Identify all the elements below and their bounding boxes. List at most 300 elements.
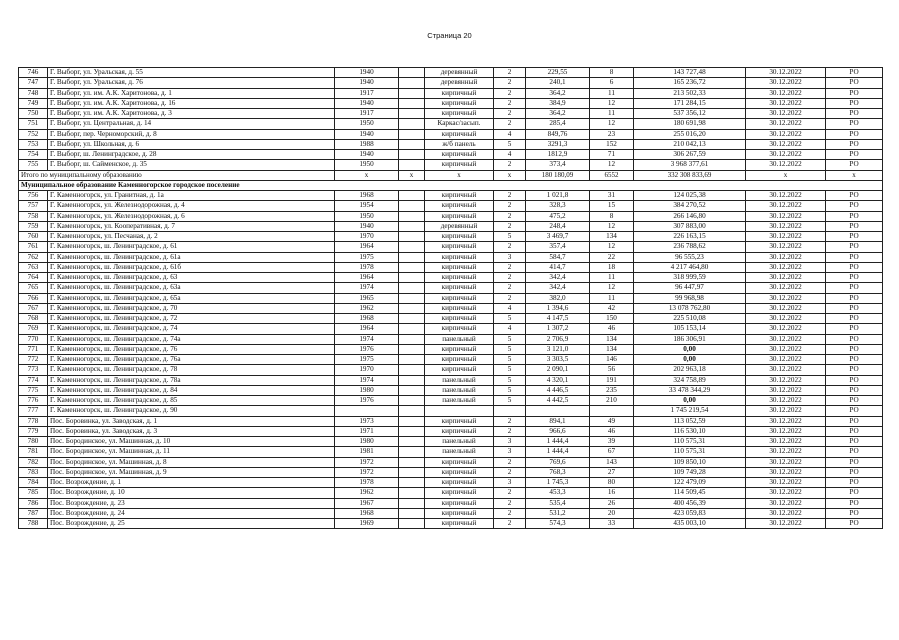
cell-build-year: 1975 [335, 355, 399, 365]
cell-amount: 96 555,23 [634, 252, 746, 262]
cell-empty-col [399, 78, 425, 88]
cell-amount: 384 270,52 [634, 201, 746, 211]
section-title: Муниципальное образование Каменногорское городское поселение [19, 180, 883, 190]
cell-area: 2 090,1 [526, 365, 590, 375]
cell-row-number: 765 [19, 283, 48, 293]
cell-address: Г. Каменногорск, ш. Ленинградское, д. 63 [48, 273, 335, 283]
cell-residents: 12 [590, 119, 634, 129]
cell-area: 342,4 [526, 283, 590, 293]
cell-residents: 12 [590, 98, 634, 108]
cell-empty-col [399, 88, 425, 98]
total-cell: x [494, 170, 526, 180]
cell-empty-col [399, 365, 425, 375]
table-row [19, 355, 883, 365]
cell-type: РО [826, 355, 883, 365]
cell-address: Г. Каменногорск, ул. Кооперативная, д. 7 [48, 221, 335, 231]
cell-build-year: 1973 [335, 416, 399, 426]
cell-row-number: 762 [19, 252, 48, 262]
cell-type: РО [826, 334, 883, 344]
table-row [19, 262, 883, 272]
cell-address: Пос. Возрождение, д. 24 [48, 508, 335, 518]
cell-residents: 42 [590, 303, 634, 313]
cell-address: Г. Выборг, ул. Уральская, д. 55 [48, 68, 335, 78]
cell-residents: 26 [590, 498, 634, 508]
cell-amount: 110 575,31 [634, 437, 746, 447]
cell-amount: 165 236,72 [634, 78, 746, 88]
cell-type: РО [826, 457, 883, 467]
cell-date: 30.12.2022 [746, 457, 826, 467]
cell-address: Г. Каменногорск, ш. Ленинградское, д. 78а [48, 375, 335, 385]
cell-build-year: 1950 [335, 119, 399, 129]
cell-amount: 225 510,08 [634, 314, 746, 324]
cell-address: Г. Каменногорск, ш. Ленинградское, д. 61б [48, 262, 335, 272]
cell-amount: 110 575,31 [634, 447, 746, 457]
cell-build-year: 1971 [335, 426, 399, 436]
cell-amount: 435 003,10 [634, 519, 746, 529]
cell-empty-col [399, 293, 425, 303]
table-row [19, 78, 883, 88]
total-cell: x [335, 170, 399, 180]
cell-floors: 2 [494, 98, 526, 108]
cell-amount: 202 963,18 [634, 365, 746, 375]
cell-empty-col [399, 303, 425, 313]
cell-wall-material: кирпичный [425, 293, 494, 303]
cell-type: РО [826, 273, 883, 283]
cell-area: 3 469,7 [526, 232, 590, 242]
cell-row-number: 772 [19, 355, 48, 365]
cell-build-year: 1950 [335, 211, 399, 221]
cell-amount: 0,00 [634, 396, 746, 406]
cell-date: 30.12.2022 [746, 344, 826, 354]
cell-wall-material: кирпичный [425, 109, 494, 119]
cell-empty-col [399, 355, 425, 365]
cell-empty-col [399, 273, 425, 283]
cell-empty-col [399, 283, 425, 293]
cell-residents: 49 [590, 416, 634, 426]
cell-area: 475,2 [526, 211, 590, 221]
cell-wall-material: деревянный [425, 78, 494, 88]
cell-residents: 191 [590, 375, 634, 385]
cell-residents: 143 [590, 457, 634, 467]
cell-wall-material: кирпичный [425, 519, 494, 529]
cell-amount: 306 267,59 [634, 150, 746, 160]
cell-area: 1 307,2 [526, 324, 590, 334]
cell-date: 30.12.2022 [746, 478, 826, 488]
cell-floors: 4 [494, 129, 526, 139]
cell-floors: 2 [494, 498, 526, 508]
cell-build-year: 1972 [335, 467, 399, 477]
cell-residents: 134 [590, 344, 634, 354]
table-row [19, 416, 883, 426]
cell-residents: 71 [590, 150, 634, 160]
cell-row-number: 757 [19, 201, 48, 211]
cell-area: 574,3 [526, 519, 590, 529]
cell-row-number: 763 [19, 262, 48, 272]
cell-address: Пос. Боровинка, ул. Заводская, д. 3 [48, 426, 335, 436]
table-row [19, 160, 883, 170]
cell-residents: 12 [590, 242, 634, 252]
total-section [19, 170, 883, 191]
cell-amount: 113 052,59 [634, 416, 746, 426]
total-amount: 332 308 833,69 [634, 170, 746, 180]
cell-row-number: 746 [19, 68, 48, 78]
cell-date: 30.12.2022 [746, 447, 826, 457]
cell-row-number: 749 [19, 98, 48, 108]
cell-row-number: 777 [19, 406, 48, 416]
cell-empty-col [399, 191, 425, 201]
cell-row-number: 766 [19, 293, 48, 303]
cell-type: РО [826, 293, 883, 303]
cell-amount: 105 153,14 [634, 324, 746, 334]
cell-date: 30.12.2022 [746, 273, 826, 283]
cell-area: 240,1 [526, 78, 590, 88]
cell-build-year: 1976 [335, 344, 399, 354]
cell-date: 30.12.2022 [746, 201, 826, 211]
cell-amount: 213 502,33 [634, 88, 746, 98]
table-row [19, 426, 883, 436]
cell-type: РО [826, 344, 883, 354]
cell-wall-material: кирпичный [425, 488, 494, 498]
table-row [19, 385, 883, 395]
cell-date: 30.12.2022 [746, 416, 826, 426]
cell-amount: 124 025,38 [634, 191, 746, 201]
cell-amount: 180 691,98 [634, 119, 746, 129]
cell-amount: 122 479,09 [634, 478, 746, 488]
cell-type: РО [826, 324, 883, 334]
cell-wall-material: кирпичный [425, 98, 494, 108]
table-row [19, 447, 883, 457]
cell-build-year: 1964 [335, 324, 399, 334]
cell-type: РО [826, 191, 883, 201]
cell-build-year: 1967 [335, 498, 399, 508]
cell-date: 30.12.2022 [746, 98, 826, 108]
cell-wall-material: панельный [425, 437, 494, 447]
cell-row-number: 784 [19, 478, 48, 488]
cell-floors: 2 [494, 160, 526, 170]
total-row [19, 170, 883, 180]
table-row [19, 139, 883, 149]
total-cell: x [746, 170, 826, 180]
cell-row-number: 775 [19, 385, 48, 395]
cell-area: 4 446,5 [526, 385, 590, 395]
cell-row-number: 771 [19, 344, 48, 354]
cell-row-number: 786 [19, 498, 48, 508]
cell-residents: 146 [590, 355, 634, 365]
cell-address: Пос. Возрождение, д. 23 [48, 498, 335, 508]
cell-floors: 4 [494, 303, 526, 313]
cell-row-number: 780 [19, 437, 48, 447]
cell-area [526, 406, 590, 416]
cell-date: 30.12.2022 [746, 293, 826, 303]
cell-type: РО [826, 68, 883, 78]
cell-floors: 2 [494, 426, 526, 436]
cell-build-year: 1988 [335, 139, 399, 149]
cell-type: РО [826, 498, 883, 508]
cell-address: Г. Каменногорск, ш. Ленинградское, д. 74 [48, 324, 335, 334]
cell-floors: 3 [494, 447, 526, 457]
cell-area: 3 121,0 [526, 344, 590, 354]
cell-build-year: 1974 [335, 283, 399, 293]
cell-address: Г. Выборг, ул. Уральская, д. 76 [48, 78, 335, 88]
table-row [19, 478, 883, 488]
cell-area: 3 303,5 [526, 355, 590, 365]
table-row [19, 232, 883, 242]
cell-floors: 5 [494, 314, 526, 324]
cell-date: 30.12.2022 [746, 355, 826, 365]
cell-wall-material: кирпичный [425, 273, 494, 283]
cell-empty-col [399, 109, 425, 119]
cell-wall-material: кирпичный [425, 88, 494, 98]
cell-empty-col [399, 139, 425, 149]
cell-wall-material: кирпичный [425, 232, 494, 242]
cell-residents: 39 [590, 437, 634, 447]
cell-address: Пос. Бородинское, ул. Машинная, д. 9 [48, 467, 335, 477]
cell-row-number: 764 [19, 273, 48, 283]
cell-date: 30.12.2022 [746, 262, 826, 272]
cell-type: РО [826, 478, 883, 488]
cell-wall-material: кирпичный [425, 457, 494, 467]
table-row [19, 344, 883, 354]
cell-build-year: 1981 [335, 447, 399, 457]
table-row [19, 150, 883, 160]
cell-address: Г. Каменногорск, ш. Ленинградское, д. 74а [48, 334, 335, 344]
cell-build-year: 1970 [335, 232, 399, 242]
cell-floors: 2 [494, 283, 526, 293]
cell-wall-material: панельный [425, 447, 494, 457]
cell-empty-col [399, 385, 425, 395]
table-row [19, 293, 883, 303]
cell-floors: 2 [494, 109, 526, 119]
cell-date: 30.12.2022 [746, 109, 826, 119]
cell-date: 30.12.2022 [746, 324, 826, 334]
cell-residents: 11 [590, 88, 634, 98]
cell-residents: 150 [590, 314, 634, 324]
cell-area: 248,4 [526, 221, 590, 231]
cell-wall-material: панельный [425, 396, 494, 406]
cell-floors: 2 [494, 78, 526, 88]
cell-empty-col [399, 119, 425, 129]
cell-floors: 2 [494, 221, 526, 231]
cell-area: 382,0 [526, 293, 590, 303]
cell-area: 1 444,4 [526, 447, 590, 457]
cell-empty-col [399, 457, 425, 467]
cell-type: РО [826, 303, 883, 313]
cell-address: Г. Выборг, ш. Ленинградское, д. 28 [48, 150, 335, 160]
table-row [19, 191, 883, 201]
cell-row-number: 778 [19, 416, 48, 426]
cell-empty-col [399, 426, 425, 436]
table-row [19, 324, 883, 334]
cell-type: РО [826, 519, 883, 529]
cell-empty-col [399, 160, 425, 170]
table-row [19, 365, 883, 375]
cell-address: Пос. Бородинское, ул. Машинная, д. 10 [48, 437, 335, 447]
cell-empty-col [399, 242, 425, 252]
cell-address: Г. Каменногорск, ул. Железнодорожная, д. 6 [48, 211, 335, 221]
cell-type: РО [826, 160, 883, 170]
cell-area: 535,4 [526, 498, 590, 508]
cell-floors: 5 [494, 375, 526, 385]
cell-floors: 2 [494, 273, 526, 283]
cell-row-number: 761 [19, 242, 48, 252]
cell-residents: 46 [590, 426, 634, 436]
cell-address: Пос. Возрождение, д. 25 [48, 519, 335, 529]
cell-build-year: 1980 [335, 437, 399, 447]
cell-amount: 307 883,00 [634, 221, 746, 231]
cell-wall-material: кирпичный [425, 211, 494, 221]
cell-wall-material: кирпичный [425, 324, 494, 334]
cell-row-number: 750 [19, 109, 48, 119]
cell-address: Г. Каменногорск, ш. Ленинградское, д. 61 [48, 242, 335, 252]
cell-empty-col [399, 98, 425, 108]
cell-build-year: 1917 [335, 88, 399, 98]
total-cell: x [826, 170, 883, 180]
table-row [19, 488, 883, 498]
cell-address: Г. Каменногорск, ш. Ленинградское, д. 65а [48, 293, 335, 303]
cell-residents: 46 [590, 324, 634, 334]
cell-residents: 152 [590, 139, 634, 149]
cell-amount: 186 306,91 [634, 334, 746, 344]
cell-amount: 236 788,62 [634, 242, 746, 252]
cell-row-number: 756 [19, 191, 48, 201]
cell-wall-material: панельный [425, 385, 494, 395]
cell-wall-material: кирпичный [425, 365, 494, 375]
cell-floors: 2 [494, 88, 526, 98]
cell-row-number: 770 [19, 334, 48, 344]
cell-address: Г. Выборг, ул. им. А.К. Харитонова, д. 3 [48, 109, 335, 119]
total-cell: x [399, 170, 425, 180]
cell-empty-col [399, 262, 425, 272]
cell-residents [590, 406, 634, 416]
cell-row-number: 767 [19, 303, 48, 313]
cell-residents: 12 [590, 160, 634, 170]
cell-wall-material: панельный [425, 334, 494, 344]
cell-address: Пос. Возрождение, д. 1 [48, 478, 335, 488]
cell-type: РО [826, 262, 883, 272]
cell-residents: 56 [590, 365, 634, 375]
cell-type: РО [826, 221, 883, 231]
cell-build-year: 1940 [335, 98, 399, 108]
cell-date: 30.12.2022 [746, 426, 826, 436]
cell-type: РО [826, 119, 883, 129]
cell-wall-material: деревянный [425, 221, 494, 231]
table-row [19, 273, 883, 283]
cell-wall-material: кирпичный [425, 355, 494, 365]
cell-area: 364,2 [526, 109, 590, 119]
table-row [19, 283, 883, 293]
cell-empty-col [399, 314, 425, 324]
cell-build-year: 1962 [335, 303, 399, 313]
cell-date: 30.12.2022 [746, 303, 826, 313]
cell-build-year: 1965 [335, 293, 399, 303]
cell-build-year: 1950 [335, 160, 399, 170]
cell-type: РО [826, 252, 883, 262]
cell-row-number: 788 [19, 519, 48, 529]
cell-area: 531,2 [526, 508, 590, 518]
cell-address: Г. Каменногорск, ш. Ленинградское, д. 70 [48, 303, 335, 313]
cell-area: 1 021,8 [526, 191, 590, 201]
cell-residents: 11 [590, 293, 634, 303]
cell-address: Г. Каменногорск, ш. Ленинградское, д. 61а [48, 252, 335, 262]
table-row [19, 68, 883, 78]
cell-type: РО [826, 385, 883, 395]
cell-row-number: 773 [19, 365, 48, 375]
cell-residents: 27 [590, 467, 634, 477]
cell-wall-material: кирпичный [425, 129, 494, 139]
cell-address: Г. Выборг, пер. Черноморский, д. 8 [48, 129, 335, 139]
cell-amount: 1 745 219,54 [634, 406, 746, 416]
table-row [19, 119, 883, 129]
cell-row-number: 783 [19, 467, 48, 477]
cell-date: 30.12.2022 [746, 406, 826, 416]
cell-area: 357,4 [526, 242, 590, 252]
cell-type: РО [826, 129, 883, 139]
cell-date: 30.12.2022 [746, 221, 826, 231]
cell-amount: 99 968,98 [634, 293, 746, 303]
cell-date: 30.12.2022 [746, 334, 826, 344]
cell-date: 30.12.2022 [746, 211, 826, 221]
cell-floors: 5 [494, 385, 526, 395]
cell-empty-col [399, 519, 425, 529]
cell-residents: 8 [590, 68, 634, 78]
cell-date: 30.12.2022 [746, 437, 826, 447]
cell-address: Г. Каменногорск, ш. Ленинградское, д. 90 [48, 406, 335, 416]
cell-type: РО [826, 406, 883, 416]
cell-date: 30.12.2022 [746, 385, 826, 395]
table-row [19, 109, 883, 119]
table-row [19, 242, 883, 252]
cell-address: Г. Каменногорск, ш. Ленинградское, д. 84 [48, 385, 335, 395]
table-row [19, 406, 883, 416]
cell-floors: 5 [494, 232, 526, 242]
table-row [19, 303, 883, 313]
cell-area: 584,7 [526, 252, 590, 262]
housing-register-table [18, 67, 883, 529]
cell-row-number: 760 [19, 232, 48, 242]
cell-date: 30.12.2022 [746, 252, 826, 262]
cell-floors: 2 [494, 211, 526, 221]
cell-empty-col [399, 478, 425, 488]
cell-address: Пос. Боровинка, ул. Заводская, д. 1 [48, 416, 335, 426]
cell-floors [494, 406, 526, 416]
cell-wall-material [425, 406, 494, 416]
cell-amount: 423 059,83 [634, 508, 746, 518]
cell-amount: 4 217 464,80 [634, 262, 746, 272]
cell-date: 30.12.2022 [746, 242, 826, 252]
cell-amount: 96 447,97 [634, 283, 746, 293]
cell-area: 414,7 [526, 262, 590, 272]
cell-row-number: 752 [19, 129, 48, 139]
cell-amount: 324 758,89 [634, 375, 746, 385]
cell-floors: 5 [494, 355, 526, 365]
cell-type: РО [826, 242, 883, 252]
cell-residents: 20 [590, 508, 634, 518]
cell-date: 30.12.2022 [746, 519, 826, 529]
cell-date: 30.12.2022 [746, 467, 826, 477]
cell-empty-col [399, 334, 425, 344]
cell-row-number: 755 [19, 160, 48, 170]
cell-address: Пос. Возрождение, д. 10 [48, 488, 335, 498]
cell-residents: 210 [590, 396, 634, 406]
table-row [19, 314, 883, 324]
cell-address: Г. Выборг, ул. Центральная, д. 14 [48, 119, 335, 129]
cell-build-year: 1978 [335, 478, 399, 488]
cell-amount: 116 530,10 [634, 426, 746, 436]
cell-area: 384,9 [526, 98, 590, 108]
cell-area: 1 394,6 [526, 303, 590, 313]
cell-address: Г. Каменногорск, ш. Ленинградское, д. 72 [48, 314, 335, 324]
cell-area: 453,3 [526, 488, 590, 498]
